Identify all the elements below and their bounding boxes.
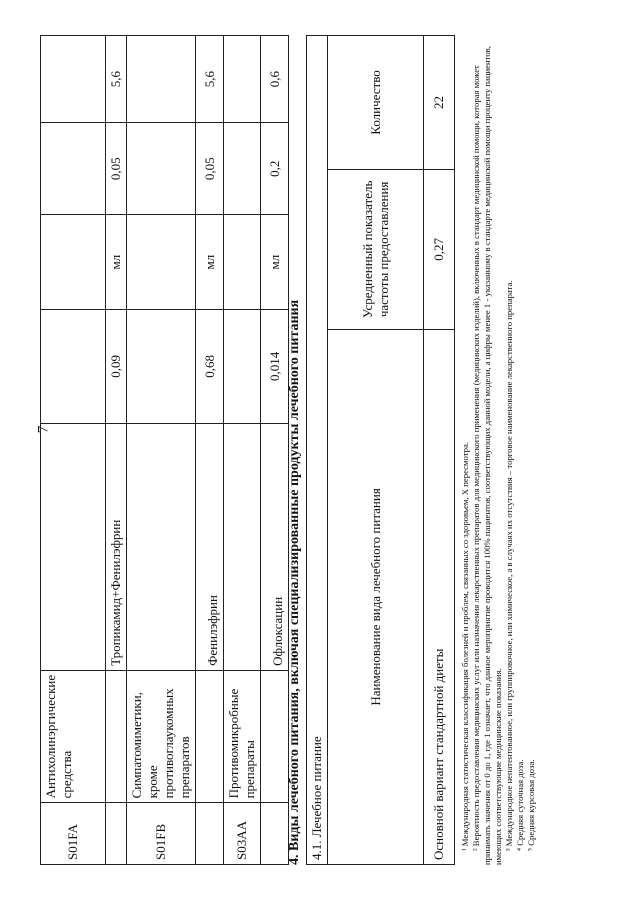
drug-table xyxy=(40,35,289,865)
group-cell: Противомикробные препараты xyxy=(224,670,261,803)
table-row xyxy=(424,36,455,865)
diet-freq-cell: 0,27 xyxy=(424,169,455,329)
freq-cell: 0,014 xyxy=(261,310,289,424)
skd-cell xyxy=(41,36,106,123)
atc-code-cell xyxy=(196,803,224,865)
unit-cell xyxy=(127,215,196,310)
table-row xyxy=(328,36,424,865)
footnote-4: ⁴ Средняя суточная доза. xyxy=(515,759,525,851)
freq-cell xyxy=(127,310,196,424)
group-cell: Антихолинэргические средства xyxy=(41,670,106,803)
group-cell: Симпатомиметики, кроме противоглаукомных препаратов xyxy=(127,670,196,803)
sdd-cell: 0,05 xyxy=(106,123,127,215)
skd-cell: 0,6 xyxy=(261,36,289,123)
atc-code-cell: S01FB xyxy=(127,803,196,865)
skd-cell xyxy=(224,36,261,123)
sdd-cell: 0,05 xyxy=(196,123,224,215)
section-title: 4. Виды лечебного питания, включая специализированные продукты лечебного питания xyxy=(287,299,302,865)
unit-cell: мл xyxy=(196,215,224,310)
atc-code-cell: S01FA xyxy=(41,803,106,865)
group-cell xyxy=(106,670,127,803)
freq-cell: 0,09 xyxy=(106,310,127,424)
page-number: 7 xyxy=(35,425,52,434)
drug-cell: Офлоксацин xyxy=(261,423,289,670)
header-name-cell: Наименование вида лечебного питания xyxy=(328,329,424,864)
subsection-title: 4.1. Лечебное питание xyxy=(307,36,328,865)
sdd-cell xyxy=(224,123,261,215)
drug-cell xyxy=(224,423,261,670)
footnote-1: ¹ Международная статистическая классификация болезней и проблем, связанных со здоровьем, X пересмотра. xyxy=(460,441,470,851)
group-cell xyxy=(196,670,224,803)
header-qty-cell: Количество xyxy=(328,36,424,170)
table-row xyxy=(106,36,127,865)
table-row xyxy=(224,36,261,865)
diet-name-cell: Основной вариант стандартной диеты xyxy=(424,329,455,864)
table-row xyxy=(127,36,196,865)
table-row xyxy=(261,36,289,865)
freq-cell xyxy=(41,310,106,424)
skd-cell xyxy=(127,36,196,123)
skd-cell: 5,6 xyxy=(106,36,127,123)
freq-cell: 0,68 xyxy=(196,310,224,424)
group-cell xyxy=(261,670,289,803)
footnotes xyxy=(460,35,537,865)
header-freq-cell: Усредненный показатель частоты предоставления xyxy=(328,169,424,329)
table-row xyxy=(307,36,328,865)
skd-cell: 5,6 xyxy=(196,36,224,123)
atc-code-cell: S03AA xyxy=(224,803,261,865)
drug-cell: Фенилэфрин xyxy=(196,423,224,670)
atc-code-cell xyxy=(106,803,127,865)
sdd-cell xyxy=(127,123,196,215)
footnote-3: ³ Международное непатентованное, или группировочное, или химическое, а в случаях их отсутствия – торговое наименование лекарственного препарата. xyxy=(504,280,514,851)
freq-cell xyxy=(224,310,261,424)
unit-cell: мл xyxy=(261,215,289,310)
drug-cell xyxy=(41,423,106,670)
rotated-page xyxy=(40,35,620,865)
unit-cell xyxy=(224,215,261,310)
sdd-cell xyxy=(41,123,106,215)
unit-cell: мл xyxy=(106,215,127,310)
atc-code-cell xyxy=(261,803,289,865)
table-row xyxy=(196,36,224,865)
drug-cell xyxy=(127,423,196,670)
footnote-2: ² Вероятность предоставления медицинских услуг или назначения лекарственных препаратов для медицинского применения (медицинских изделий), включенных в стандарт медицинской помощи, которая может принимать значения от 0 до 1, где 1 означает, что данное мероприятие проводится 100% пациентов, соответствующих данной модели, а цифры менее 1 - указанному в стандарте медицинской помощи проценту пациентов, имеющих соответствующие медицинские показания. xyxy=(471,46,503,865)
drug-cell: Тропикамид+Фенилэфрин xyxy=(106,423,127,670)
table-row xyxy=(41,36,106,865)
sdd-cell: 0,2 xyxy=(261,123,289,215)
unit-cell xyxy=(41,215,106,310)
footnote-5: ⁵ Средняя курсовая доза. xyxy=(526,759,536,851)
diet-qty-cell: 22 xyxy=(424,36,455,170)
diet-table xyxy=(306,35,455,865)
